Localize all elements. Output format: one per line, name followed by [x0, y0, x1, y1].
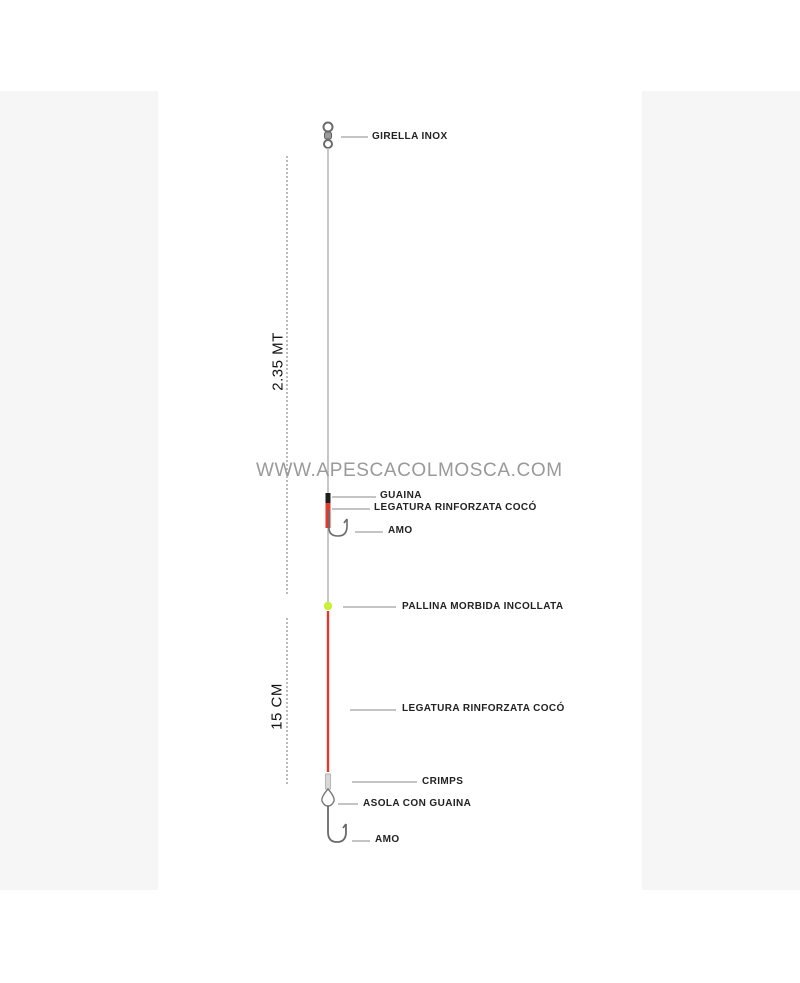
- label-bead: PALLINA MORBIDA INCOLLATA: [402, 601, 564, 612]
- label-sleeve: GUAINA: [380, 490, 422, 501]
- lower-hook-icon: [328, 806, 346, 842]
- label-upper-binding: LEGATURA RINFORZATA COCÓ: [374, 502, 537, 513]
- label-lower-binding: LEGATURA RINFORZATA COCÓ: [402, 703, 565, 714]
- watermark-text: WWW.APESCACOLMOSCA.COM: [256, 460, 563, 481]
- swivel-icon: [324, 123, 333, 149]
- crimp-icon: [326, 774, 331, 789]
- lower-dimension-label: 15 CM: [268, 683, 286, 730]
- upper-hook-icon: [329, 510, 347, 536]
- label-loop: ASOLA CON GUAINA: [363, 798, 472, 809]
- loop-icon: [322, 789, 334, 806]
- label-crimps: CRIMPS: [422, 776, 464, 787]
- sleeve: [326, 493, 331, 503]
- upper-dimension-label: 2.35 MT: [269, 332, 287, 391]
- label-swivel: GIRELLA INOX: [372, 131, 448, 142]
- label-upper-hook: AMO: [388, 525, 413, 536]
- bead-icon: [324, 602, 332, 610]
- label-lower-hook: AMO: [375, 834, 400, 845]
